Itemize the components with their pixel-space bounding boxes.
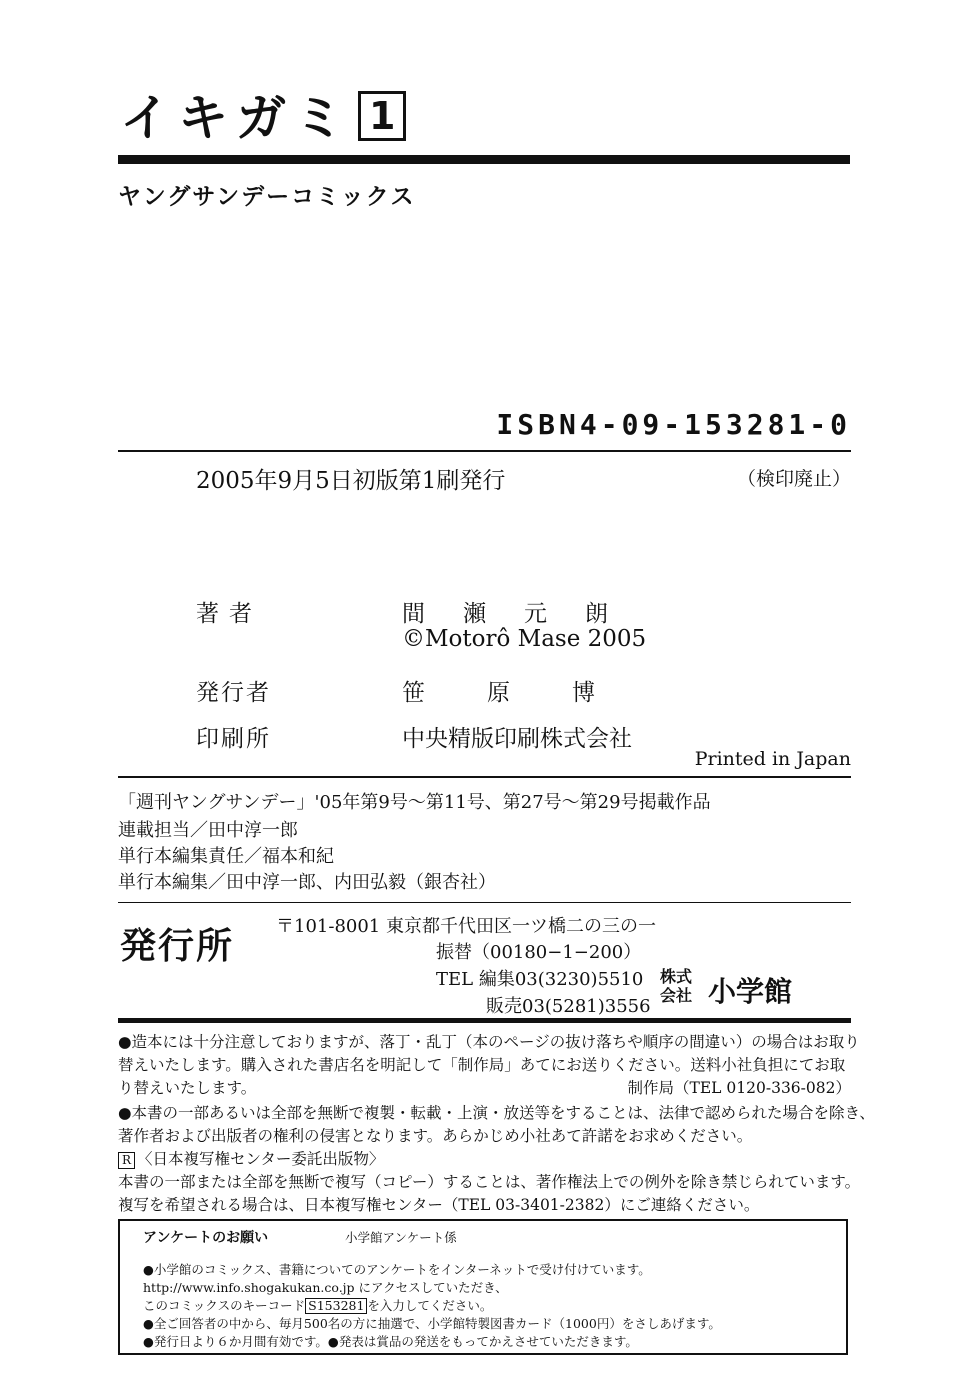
publication-date: 2005年9月5日初版第1刷発行 — [196, 468, 506, 494]
tel-sales: 販売03(5281)3556 — [486, 996, 651, 1017]
copy-notice-line-1: ●本書の一部あるいは全部を無断で複製・転載・上演・放送等をすることは、法律で認められた場合を除き、 — [118, 1104, 875, 1122]
publisher-label: 発行所 — [120, 926, 235, 967]
defect-notice-line-1: ●造本には十分注意しておりますが、落丁・乱丁（本のページの抜け落ちや順序の間違い）の場合はお取り — [118, 1033, 860, 1051]
publisher-person-name: 笹原博 — [402, 680, 657, 706]
author-label: 著者 — [196, 601, 262, 627]
company-type-2: 会社 — [660, 986, 693, 1005]
jrrc-notice-line-1: 本書の一部または全部を無断で複写（コピー）することは、著作権法上での例外を除き禁じられています。 — [118, 1173, 861, 1191]
header-rule — [118, 155, 850, 164]
serialization-line: 「週刊ヤングサンデー」'05年第9号〜第11号、第27号〜第29号掲載作品 — [118, 792, 711, 813]
author-name: 間瀬元朗 — [402, 601, 646, 627]
survey-line-5: ●発行日より６か月間有効です。●発表は賞品の発送をもってかえさせていただきます。 — [143, 1334, 638, 1349]
copy-notice-line-2: 著作者および出版者の権利の侵害となります。あらかじめ小社あて許諾をお求めください。 — [118, 1127, 753, 1145]
credits-rule — [118, 776, 851, 778]
defect-notice-line-3: り替えいたします。 — [118, 1079, 257, 1097]
imprint-label: ヤングサンデーコミックス — [118, 184, 416, 210]
company-type — [660, 967, 692, 1005]
survey-key-code: S153281 — [305, 1298, 367, 1314]
publisher-person-label: 発行者 — [196, 680, 271, 706]
survey-department: 小学館アンケート係 — [345, 1230, 457, 1245]
copyright-line: ©Motorô Mase 2005 — [402, 626, 647, 652]
tel-editorial: TEL 編集03(3230)5510 — [436, 969, 644, 990]
jrrc-notice-line-2: 複写を希望される場合は、日本複写権センター（TEL 03-3401-2382）にご連絡ください。 — [118, 1196, 760, 1214]
survey-title: アンケートのお願い — [143, 1230, 269, 1246]
isbn-rule — [118, 450, 851, 452]
book-editor-in-charge: 単行本編集責任／福本和紀 — [118, 846, 334, 867]
isbn-code: ISBN4-09-153281-0 — [496, 408, 851, 441]
printer-name: 中央精版印刷株式会社 — [402, 726, 632, 752]
publisher-company-name: 小学館 — [708, 975, 793, 1008]
survey-code-line — [143, 1296, 492, 1314]
book-title-text: イキガミ — [120, 89, 352, 147]
transfer-account: 振替（00180−1−200） — [436, 942, 642, 963]
survey-code-prefix: このコミックスのキーコード — [143, 1298, 306, 1313]
survey-url-suffix: にアクセスしていただき、 — [358, 1280, 508, 1295]
jrrc-r-mark-icon: R — [118, 1152, 135, 1169]
survey-url[interactable]: http://www.info.shogakukan.co.jp — [143, 1280, 355, 1295]
serialization-rule — [118, 902, 851, 903]
book-editors: 単行本編集／田中淳一郎、内田弘毅（銀杏社） — [118, 872, 496, 893]
volume-number-box: 1 — [358, 91, 406, 141]
seal-abolished-note: （検印廃止） — [736, 468, 851, 490]
survey-code-suffix: を入力してください。 — [367, 1298, 493, 1313]
printer-label: 印刷所 — [196, 726, 271, 752]
printed-in-japan: Printed in Japan — [694, 748, 851, 770]
company-type-1: 株式 — [660, 967, 693, 986]
survey-line-1: ●小学館のコミックス、書籍についてのアンケートをインターネットで受け付けています。 — [143, 1262, 651, 1277]
survey-line-4: ●全ご回答者の中から、毎月500名の方に抽選で、小学館特製図書カード（1000円）をさしあげます。 — [143, 1316, 721, 1331]
serialization-editor: 連載担当／田中淳一郎 — [118, 820, 298, 841]
jrrc-label-line — [118, 1147, 384, 1169]
defect-contact: 制作局（TEL 0120-336-082） — [627, 1079, 851, 1097]
publisher-address: 〒101-8001 東京都千代田区一ツ橋二の三の一 — [276, 916, 656, 937]
defect-notice-line-2: 替えいたします。購入された書店名を明記して「制作局」あてにお送りください。送料小社負担にてお取 — [118, 1056, 846, 1074]
jrrc-label: 〈日本複写権センター委託出版物〉 — [137, 1150, 385, 1168]
publisher-rule — [118, 1018, 851, 1023]
survey-url-line — [143, 1278, 508, 1296]
book-title — [120, 78, 406, 150]
